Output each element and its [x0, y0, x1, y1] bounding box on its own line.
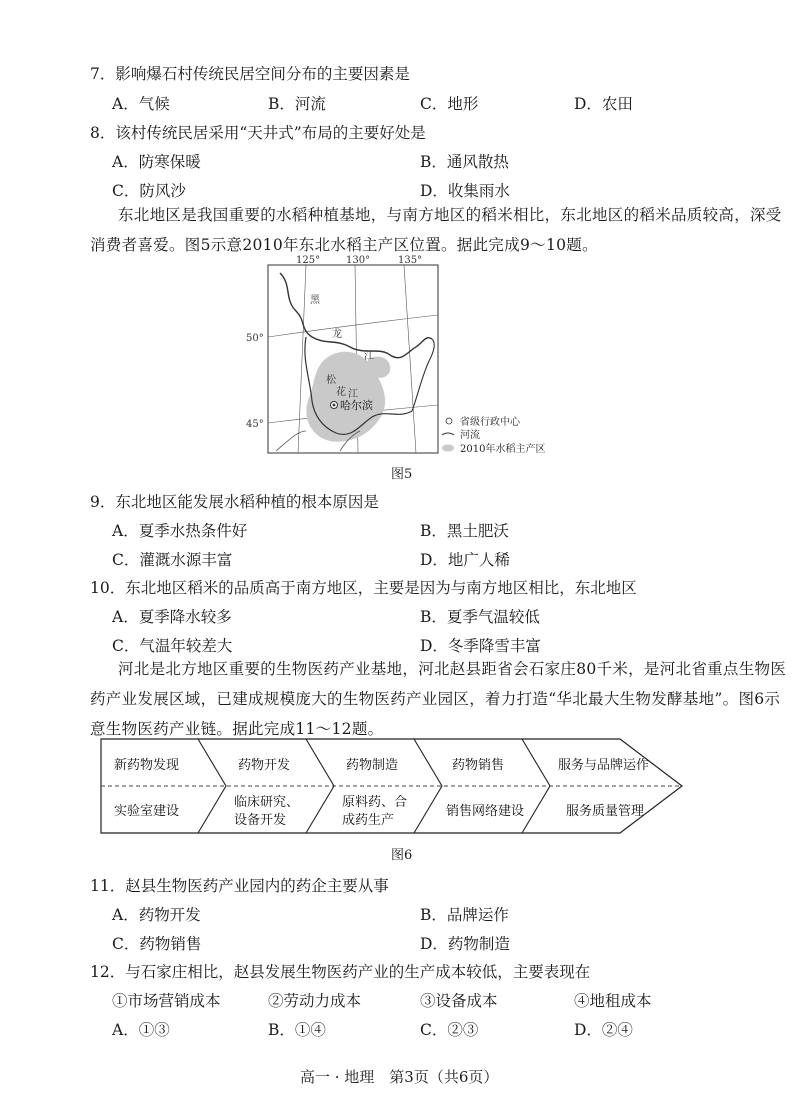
- chain-bottom-3-line-1: 原料药、合: [342, 795, 408, 810]
- page-footer: 高一 · 地理 第3页（共6页）: [300, 1068, 499, 1086]
- intro-paragraph-pharma: 河北是北方地区重要的生物医药产业基地，河北赵县距省会石家庄80千米，是河北省重点生物医药产业发展区域，已建成规模庞大的生物医药产业园区，着力打造“华北最大生物发酵基地”。图6示意生物医药产业链。据此完成11～12题。: [90, 660, 787, 738]
- river-label-4: 松: [326, 375, 336, 386]
- chain-bottom-2-line-2: 设备开发: [234, 813, 287, 828]
- river-label-2: 龙: [332, 329, 342, 340]
- legend-river-symbol: [442, 433, 454, 435]
- q11-option-c: C．药物销售: [112, 935, 202, 953]
- chain-bottom-2-line-1: 临床研究、: [234, 795, 300, 810]
- river-label-6: 江: [348, 389, 358, 400]
- q12-item-4: ④地租成本: [574, 992, 652, 1010]
- q10-option-a: A．夏季降水较多: [112, 608, 232, 626]
- q9-option-b: B．黑土肥沃: [420, 522, 509, 540]
- river-label-3: 江: [364, 351, 374, 362]
- lon-label-130: 130°: [346, 255, 371, 266]
- figure-6-caption: 图6: [391, 848, 413, 863]
- q12-option-c: C．②③: [420, 1021, 479, 1039]
- chain-svg: [100, 738, 740, 834]
- q9-option-d: D．地广人稀: [420, 551, 510, 569]
- q12-item-3: ③设备成本: [420, 992, 498, 1010]
- city-label: 哈尔滨: [340, 399, 373, 412]
- q8-option-a: A．防寒保暖: [112, 153, 201, 171]
- q9-option-c: C．灌溉水源丰富: [112, 551, 233, 569]
- q7-option-c: C．地形: [420, 95, 479, 113]
- chain-top-3: 药物制造: [346, 758, 399, 773]
- map-svg: [240, 255, 560, 455]
- q8-option-c: C．防风沙: [112, 182, 186, 200]
- q12-item-1: ①市场营销成本: [112, 992, 221, 1010]
- q8-option-d: D．收集雨水: [420, 182, 510, 200]
- chain-bottom-1: 实验室建设: [114, 804, 180, 819]
- q9-option-a: A．夏季水热条件好: [112, 522, 248, 540]
- figure-5-caption: 图5: [391, 467, 413, 482]
- chain-top-2: 药物开发: [238, 758, 291, 773]
- lat-label-50: 50°: [246, 333, 264, 344]
- chain-top-5: 服务与品牌运作: [558, 758, 650, 773]
- q12-option-d: D．②④: [574, 1021, 633, 1039]
- q7-option-b: B．河流: [268, 95, 326, 113]
- q12-option-a: A．①③: [112, 1021, 170, 1039]
- harbin-dot-inner: [333, 404, 336, 407]
- lat-label-45: 45°: [246, 419, 264, 430]
- figure-5-map: [240, 255, 560, 455]
- legend-capital-symbol: [446, 418, 452, 424]
- intro-paragraph-rice: 东北地区是我国重要的水稻种植基地，与南方地区的稻米相比，东北地区的稻米品质较高，深受消费者喜爱。图5示意2010年东北水稻主产区位置。据此完成9～10题。: [90, 206, 782, 254]
- question-11-stem: 11．赵县生物医药产业园内的药企主要从事: [90, 877, 389, 895]
- legend-river: 河流: [460, 430, 480, 441]
- river-label-1: 黑: [310, 295, 320, 306]
- question-7-stem: 7．影响爆石村传统民居空间分布的主要因素是: [90, 65, 410, 83]
- q11-option-b: B．品牌运作: [420, 906, 509, 924]
- chain-bottom-5: 服务质量管理: [566, 804, 645, 819]
- q12-item-2: ②劳动力成本: [268, 992, 362, 1010]
- q8-option-b: B．通风散热: [420, 153, 509, 171]
- q12-option-b: B．①④: [268, 1021, 326, 1039]
- q7-option-a: A．气候: [112, 95, 170, 113]
- question-8-stem: 8．该村传统民居采用“天井式”布局的主要好处是: [90, 124, 426, 142]
- q11-option-a: A．药物开发: [112, 906, 201, 924]
- river-label-5: 花: [336, 387, 346, 398]
- legend-rice: 2010年水稻主产区: [460, 444, 546, 455]
- question-9-stem: 9．东北地区能发展水稻种植的根本原因是: [90, 493, 379, 511]
- q10-option-b: B．夏季气温较低: [420, 608, 540, 626]
- chain-top-1: 新药物发现: [114, 758, 180, 773]
- legend-rice-symbol: [442, 445, 454, 452]
- chain-bottom-4: 销售网络建设: [446, 804, 525, 819]
- question-10-stem: 10．东北地区稻米的品质高于南方地区，主要是因为与南方地区相比，东北地区: [90, 579, 637, 597]
- q7-option-d: D．农田: [574, 95, 633, 113]
- legend-capital: 省级行政中心: [460, 417, 520, 428]
- q11-option-d: D．药物制造: [420, 935, 510, 953]
- chain-bottom-3-line-2: 成药生产: [342, 813, 395, 828]
- question-12-stem: 12．与石家庄相比，赵县发展生物医药产业的生产成本较低，主要表现在: [90, 963, 591, 981]
- q10-option-c: C．气温年较差大: [112, 637, 233, 655]
- chain-top-4: 药物销售: [452, 758, 505, 773]
- lon-label-125: 125°: [296, 255, 321, 266]
- figure-6-industry-chain: [100, 738, 740, 834]
- lon-label-135: 135°: [398, 255, 423, 266]
- q10-option-d: D．冬季降雪丰富: [420, 637, 541, 655]
